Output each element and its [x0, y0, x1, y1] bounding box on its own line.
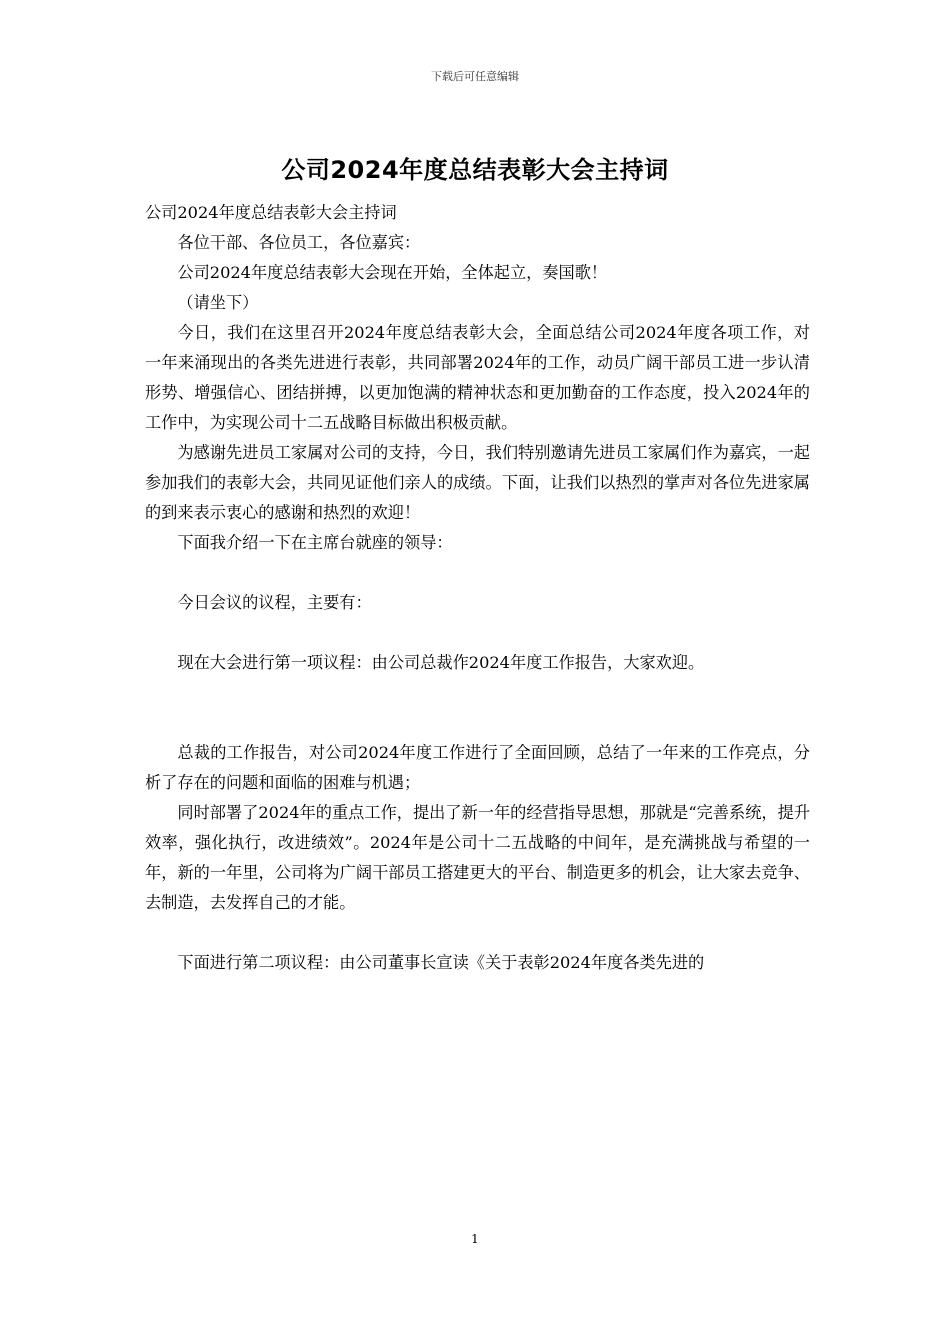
document-title: 公司2024年度总结表彰大会主持词: [281, 156, 669, 184]
document-body: [145, 198, 810, 978]
page-number: 1: [471, 1232, 479, 1246]
paragraph-agenda-item-1: 现在大会进行第一项议程：由公司总裁作2024年度工作报告，大家欢迎。: [177, 653, 705, 672]
paragraph-purpose: 今日，我们在这里召开2024年度总结表彰大会，全面总结公司2024年度各项工作，对一年来涌现出的各类先进进行表彰，共同部署2024年的工作，动员广阔干部员工进一步认清形势、增强信心、团结拼搏，以更加饱满的精神状态和更加勤奋的工作态度，投入2024年的工作中，为实现公司十二五战略目标做出积极贡献。: [145, 323, 810, 432]
paragraph-opening: 公司2024年度总结表彰大会现在开始，全体起立，奏国歌！: [177, 263, 608, 282]
paragraph-agenda: 今日会议的议程，主要有：: [177, 593, 372, 612]
paragraph-greeting: 各位干部、各位员工，各位嘉宾：: [177, 233, 421, 252]
paragraph-report-summary: 总裁的工作报告，对公司2024年度工作进行了全面回顾，总结了一年来的工作亮点，分析了存在的问题和面临的困难与机遇；: [145, 743, 810, 792]
paragraph-subtitle: 公司2024年度总结表彰大会主持词: [145, 203, 397, 222]
paragraph-thanks-families: 为感谢先进员工家属对公司的支持，今日，我们特别邀请先进员工家属们作为嘉宾，一起参加我们的表彰大会，共同见证他们亲人的成绩。下面，让我们以热烈的掌声对各位先进家属的到来表示衷心的感谢和热烈的欢迎！: [145, 443, 810, 522]
paragraph-introduce-leaders: 下面我介绍一下在主席台就座的领导：: [177, 533, 453, 552]
paragraph-sit-down: （请坐下）: [177, 293, 259, 312]
paragraph-agenda-item-2: 下面进行第二项议程：由公司董事长宣读《关于表彰2024年度各类先进的: [177, 953, 705, 972]
paragraph-deployment: 同时部署了2024年的重点工作，提出了新一年的经营指导思想，那就是“完善系统，提升效率，强化执行，改进绩效”。2024年是公司十二五战略的中间年，是充满挑战与希望的一年，新的一年里，公司将为广阔干部员工搭建更大的平台、制造更多的机会，让大家去竞争、去制造，去发挥自己的才能。: [145, 803, 810, 912]
page-header-note: 下载后可任意编辑: [431, 70, 519, 83]
